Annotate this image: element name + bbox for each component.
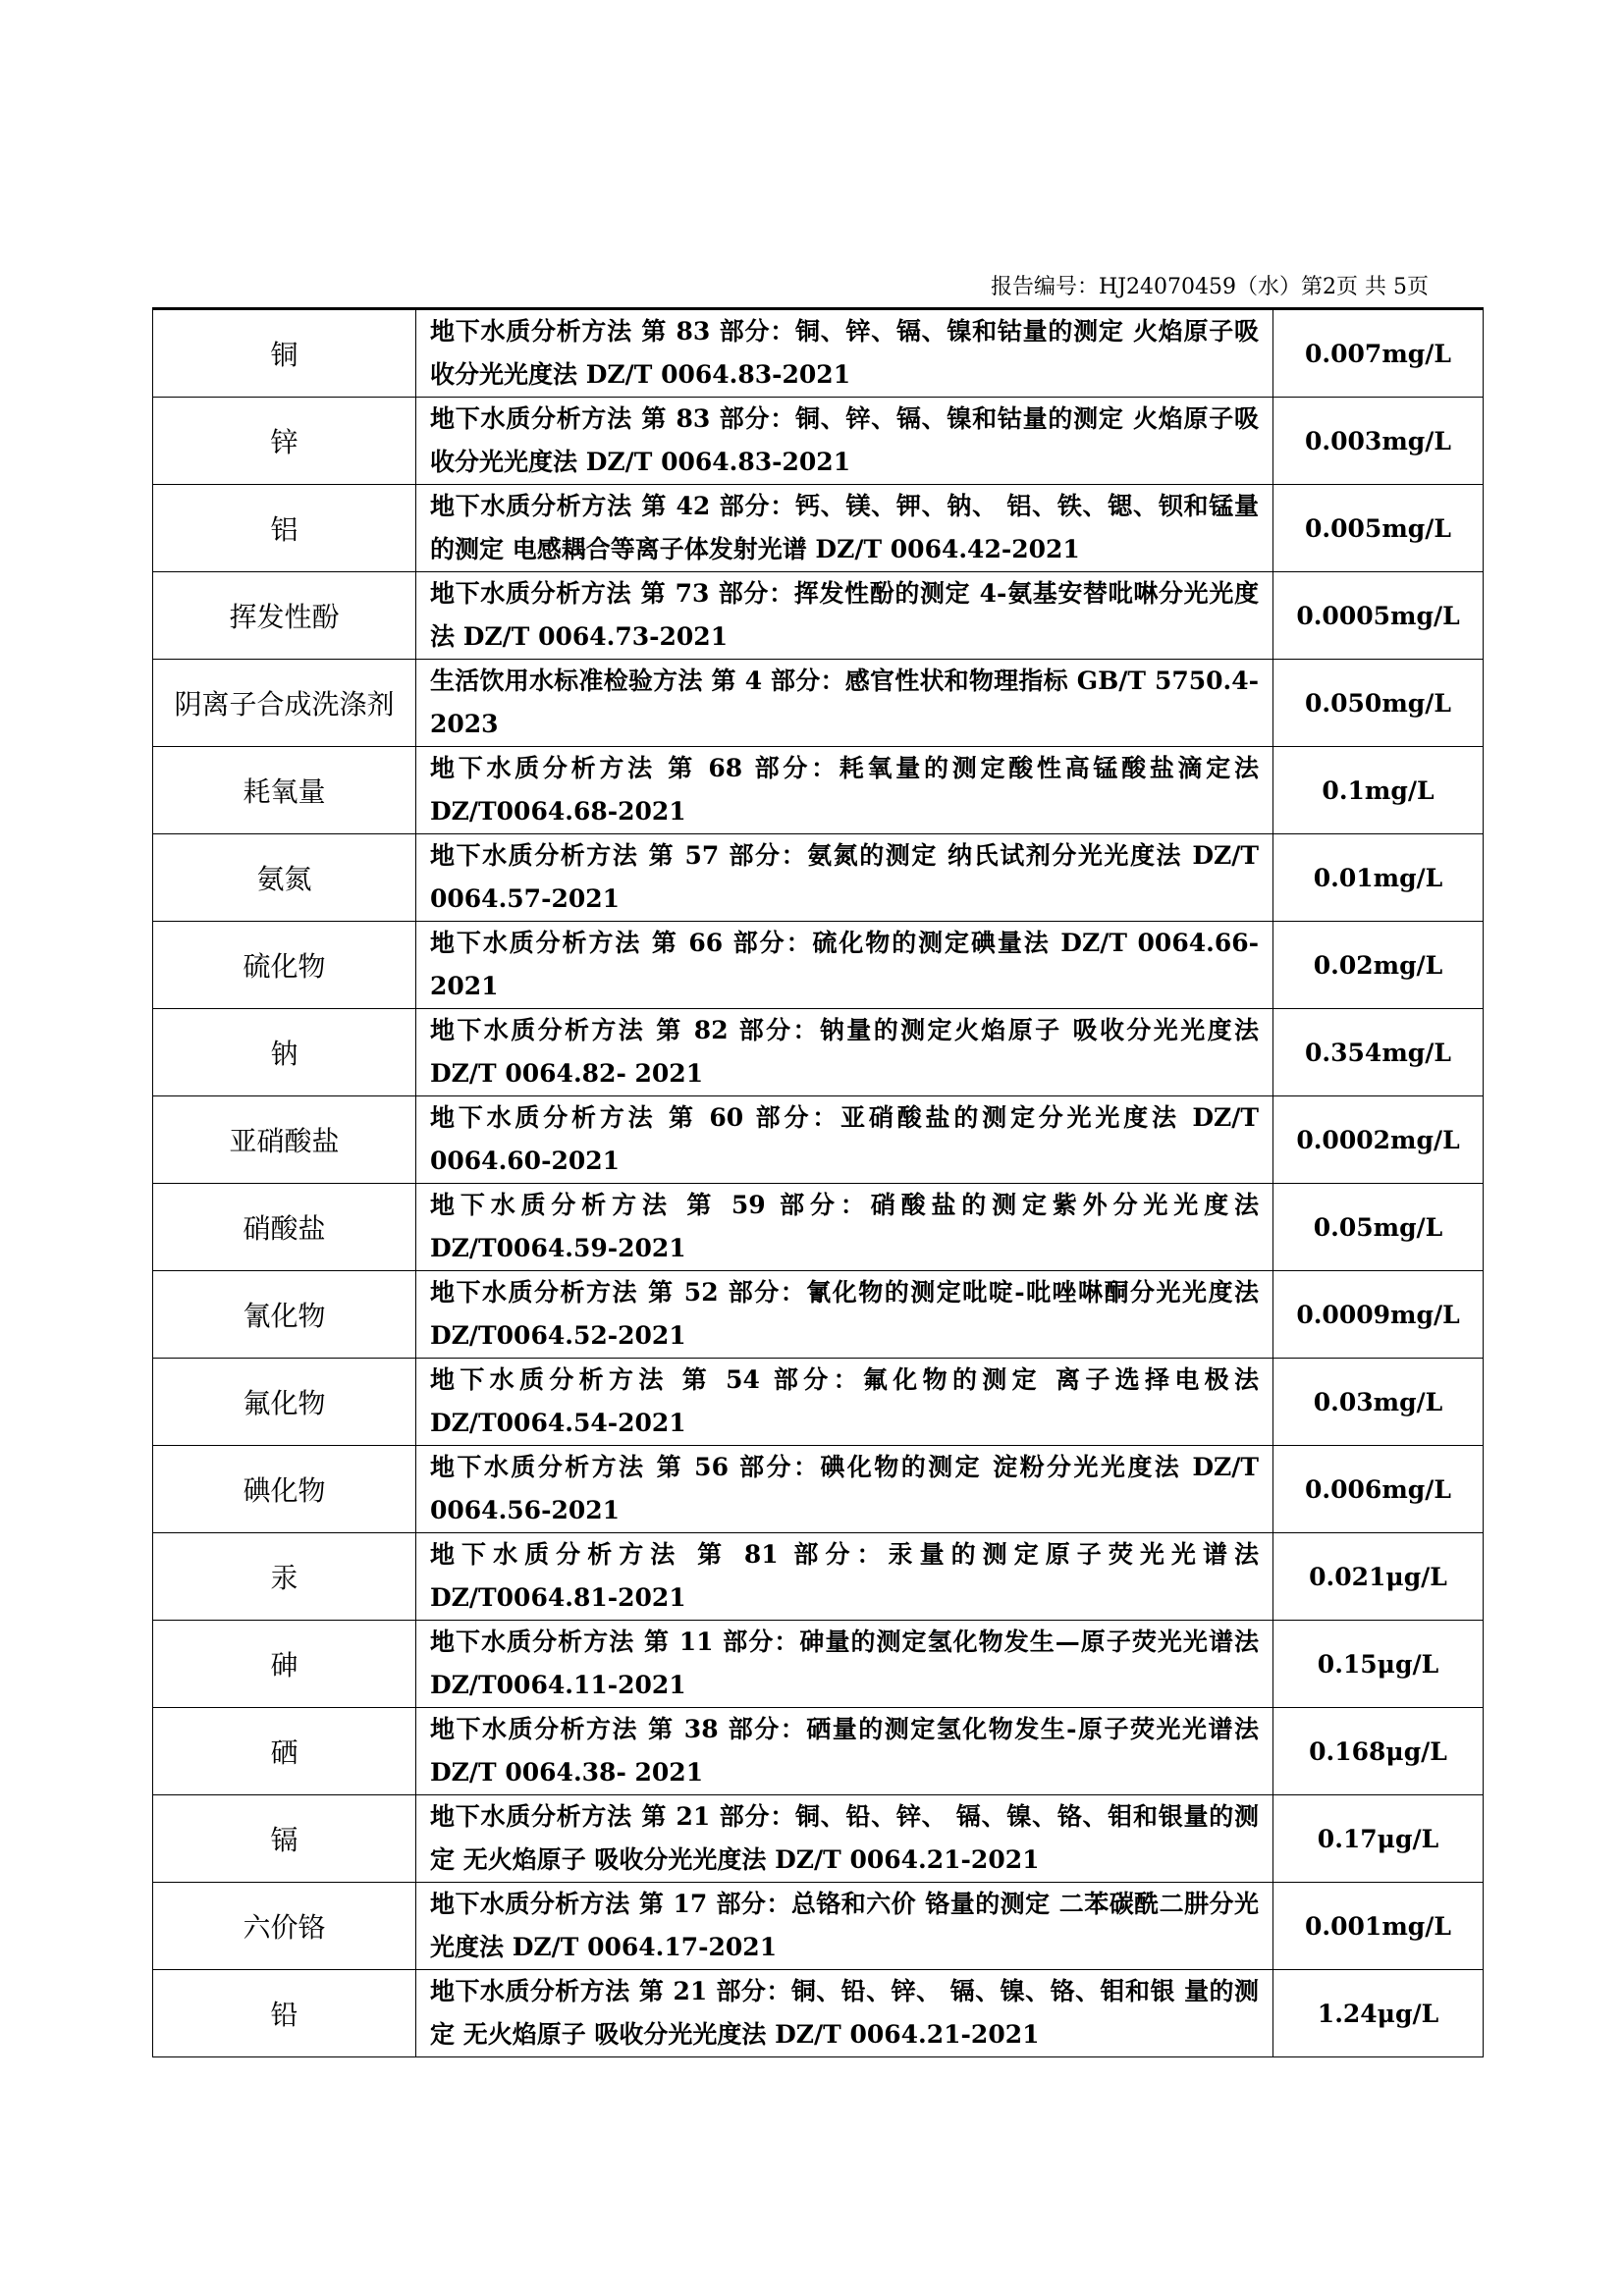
table-row — [153, 1621, 1484, 1708]
detection-limit-cell: 0.0009mg/L — [1273, 1271, 1484, 1359]
test-item-cell: 耗氧量 — [153, 747, 416, 834]
test-item-cell: 镉 — [153, 1795, 416, 1883]
test-item-cell: 硒 — [153, 1708, 416, 1795]
table-row — [153, 1009, 1484, 1096]
detection-limit-cell: 1.24μg/L — [1273, 1970, 1484, 2057]
table-row — [153, 1184, 1484, 1271]
detection-limit-cell: 0.17μg/L — [1273, 1795, 1484, 1883]
method-cell: 地下水质分析方法 第 54 部分：氟化物的测定 离子选择电极法 DZ/T0064.54-2021 — [416, 1359, 1273, 1446]
test-item-cell: 硝酸盐 — [153, 1184, 416, 1271]
detection-limit-cell: 0.02mg/L — [1273, 922, 1484, 1009]
method-cell: 地下水质分析方法 第 57 部分：氨氮的测定 纳氏试剂分光光度法 DZ/T 0064.57-2021 — [416, 834, 1273, 922]
detection-limit-cell: 0.050mg/L — [1273, 660, 1484, 747]
table-row — [153, 309, 1484, 398]
table-row — [153, 1795, 1484, 1883]
method-cell: 地下水质分析方法 第 38 部分：硒量的测定氢化物发生-原子荧光光谱法 DZ/T 0064.38- 2021 — [416, 1708, 1273, 1795]
detection-limit-cell: 0.354mg/L — [1273, 1009, 1484, 1096]
test-item-cell: 亚硝酸盐 — [153, 1096, 416, 1184]
test-item-cell: 碘化物 — [153, 1446, 416, 1533]
test-item-cell: 六价铬 — [153, 1883, 416, 1970]
table-row — [153, 1359, 1484, 1446]
method-cell: 地下水质分析方法 第 17 部分：总铬和六价 铬量的测定 二苯碳酰二肼分光光度法 DZ/T 0064.17-2021 — [416, 1883, 1273, 1970]
report-number-header: 报告编号：HJ24070459（水）第2页 共 5页 — [991, 275, 1429, 299]
test-item-cell: 铜 — [153, 309, 416, 398]
table-row — [153, 1446, 1484, 1533]
method-cell: 地下水质分析方法 第 60 部分：亚硝酸盐的测定分光光度法 DZ/T 0064.60-2021 — [416, 1096, 1273, 1184]
table-row — [153, 660, 1484, 747]
test-item-cell: 砷 — [153, 1621, 416, 1708]
method-cell: 地下水质分析方法 第 66 部分：硫化物的测定碘量法 DZ/T 0064.66-2021 — [416, 922, 1273, 1009]
detection-method-table — [152, 307, 1484, 2057]
test-item-cell: 氰化物 — [153, 1271, 416, 1359]
test-item-cell: 硫化物 — [153, 922, 416, 1009]
method-cell: 地下水质分析方法 第 73 部分：挥发性酚的测定 4-氨基安替吡啉分光光度法 DZ/T 0064.73-2021 — [416, 572, 1273, 660]
method-cell: 地下水质分析方法 第 83 部分：铜、锌、镉、镍和钴量的测定 火焰原子吸收分光光度法 DZ/T 0064.83-2021 — [416, 398, 1273, 485]
detection-limit-cell: 0.01mg/L — [1273, 834, 1484, 922]
table-row — [153, 485, 1484, 572]
method-cell: 生活饮用水标准检验方法 第 4 部分：感官性状和物理指标 GB/T 5750.4-2023 — [416, 660, 1273, 747]
table-row — [153, 922, 1484, 1009]
detection-limit-cell: 0.021μg/L — [1273, 1533, 1484, 1621]
table-row — [153, 747, 1484, 834]
table-row — [153, 1883, 1484, 1970]
table-row — [153, 1970, 1484, 2057]
detection-limit-cell: 0.05mg/L — [1273, 1184, 1484, 1271]
test-item-cell: 阴离子合成洗涤剂 — [153, 660, 416, 747]
detection-limit-cell: 0.005mg/L — [1273, 485, 1484, 572]
detection-limit-cell: 0.007mg/L — [1273, 309, 1484, 398]
method-cell: 地下水质分析方法 第 42 部分：钙、镁、钾、钠、 铝、铁、锶、钡和锰量的测定 电感耦合等离子体发射光谱 DZ/T 0064.42-2021 — [416, 485, 1273, 572]
detection-limit-cell: 0.001mg/L — [1273, 1883, 1484, 1970]
table-row — [153, 834, 1484, 922]
test-item-cell: 氨氮 — [153, 834, 416, 922]
table-row — [153, 1271, 1484, 1359]
table-body — [153, 309, 1484, 2057]
table-row — [153, 1708, 1484, 1795]
method-cell: 地下水质分析方法 第 21 部分：铜、铅、锌、 镉、镍、铬、钼和银量的测定 无火焰原子 吸收分光光度法 DZ/T 0064.21-2021 — [416, 1795, 1273, 1883]
test-item-cell: 挥发性酚 — [153, 572, 416, 660]
table-row — [153, 1533, 1484, 1621]
method-cell: 地下水质分析方法 第 11 部分：砷量的测定氢化物发生—原子荧光光谱法 DZ/T0064.11-2021 — [416, 1621, 1273, 1708]
test-item-cell: 铝 — [153, 485, 416, 572]
method-cell: 地下水质分析方法 第 83 部分：铜、锌、镉、镍和钴量的测定 火焰原子吸收分光光度法 DZ/T 0064.83-2021 — [416, 309, 1273, 398]
table-row — [153, 1096, 1484, 1184]
method-cell: 地下水质分析方法 第 21 部分：铜、铅、锌、 镉、镍、铬、钼和银 量的测定 无火焰原子 吸收分光光度法 DZ/T 0064.21-2021 — [416, 1970, 1273, 2057]
detection-limit-cell: 0.003mg/L — [1273, 398, 1484, 485]
detection-limit-cell: 0.0002mg/L — [1273, 1096, 1484, 1184]
method-cell: 地下水质分析方法 第 68 部分：耗氧量的测定酸性高锰酸盐滴定法 DZ/T0064.68-2021 — [416, 747, 1273, 834]
table-row — [153, 398, 1484, 485]
detection-limit-cell: 0.0005mg/L — [1273, 572, 1484, 660]
detection-limit-cell: 0.03mg/L — [1273, 1359, 1484, 1446]
test-item-cell: 汞 — [153, 1533, 416, 1621]
table-row — [153, 572, 1484, 660]
detection-limit-cell: 0.15μg/L — [1273, 1621, 1484, 1708]
test-item-cell: 锌 — [153, 398, 416, 485]
method-cell: 地下水质分析方法 第 52 部分：氰化物的测定吡啶-吡唑啉酮分光光度法 DZ/T0064.52-2021 — [416, 1271, 1273, 1359]
method-cell: 地下水质分析方法 第 81 部分：汞量的测定原子荧光光谱法 DZ/T0064.81-2021 — [416, 1533, 1273, 1621]
detection-limit-cell: 0.168μg/L — [1273, 1708, 1484, 1795]
test-item-cell: 铅 — [153, 1970, 416, 2057]
test-item-cell: 钠 — [153, 1009, 416, 1096]
method-cell: 地下水质分析方法 第 56 部分：碘化物的测定 淀粉分光光度法 DZ/T 0064.56-2021 — [416, 1446, 1273, 1533]
detection-limit-cell: 0.006mg/L — [1273, 1446, 1484, 1533]
method-cell: 地下水质分析方法 第 82 部分：钠量的测定火焰原子 吸收分光光度法 DZ/T 0064.82- 2021 — [416, 1009, 1273, 1096]
method-cell: 地下水质分析方法 第 59 部分：硝酸盐的测定紫外分光光度法 DZ/T0064.59-2021 — [416, 1184, 1273, 1271]
test-item-cell: 氟化物 — [153, 1359, 416, 1446]
detection-limit-cell: 0.1mg/L — [1273, 747, 1484, 834]
